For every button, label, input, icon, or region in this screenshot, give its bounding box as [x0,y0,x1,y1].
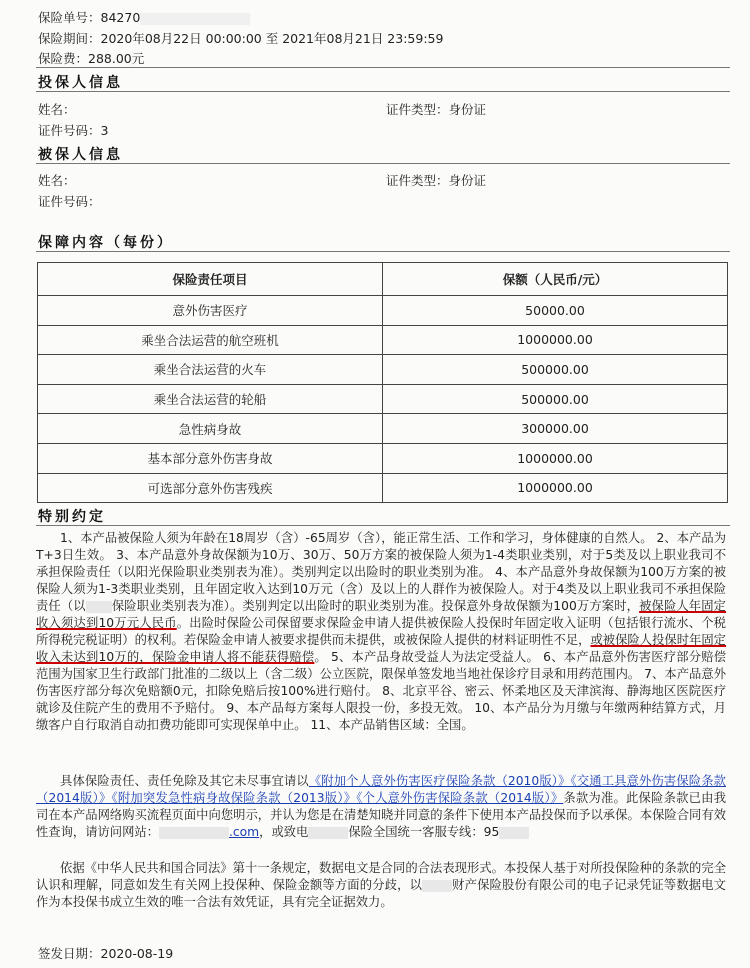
coverage-amount: 1000000.00 [383,325,728,355]
column-header-amount: 保额（人民币/元） [383,263,728,296]
redaction-mask [86,601,112,613]
clause-link-accident[interactable]: 《个人意外伤害保险条款（2014版）》 [356,791,564,805]
applicant-name-label: 姓名： [38,102,76,117]
applicant-name-row [38,100,76,118]
table-header-row [38,263,728,296]
divider [36,525,730,526]
policy-period-row [38,29,443,47]
clause-link-transport[interactable]: 《交通工具意外伤害保险条款（2014版）》 [36,774,726,805]
underlined-clause: 或被保险人投保时年固定收入未达到10万的，保险金申请人将不能获得赔偿 [36,633,726,664]
applicant-id-type-value: 身份证 [448,102,487,117]
coverage-item: 乘坐合法运营的轮船 [38,384,383,414]
insured-id-type-row [386,171,486,189]
special-terms-body [36,530,726,734]
insured-name-label: 姓名： [38,173,76,188]
applicant-id-type-label: 证件类型： [386,102,449,117]
clauses-tail3: 保险全国统一客服专线：95 [348,825,500,839]
redaction-mask [140,13,250,25]
issue-date-label: 签发日期： [38,946,101,961]
premium-label: 保险费： [38,51,89,66]
legal-text: 财产保险股份有限公司的电子记录凭证等数据电文作为本投保书成立生效的唯一合法有效凭证，具有完全证据效力。 [36,878,726,909]
divider [36,251,730,252]
insured-id-no-row [38,192,101,210]
coverage-amount: 1000000.00 [383,473,728,503]
table-row [38,414,728,444]
insured-name-row [38,171,76,189]
coverage-amount: 50000.00 [383,296,728,326]
applicant-id-type-row [386,100,486,118]
table-row [38,325,728,355]
policy-number-row [38,8,250,26]
clause-link-medical[interactable]: 《附加个人意外伤害医疗保险条款（2010版）》 [308,774,571,788]
applicant-id-no-label: 证件号码： [38,123,101,138]
applicant-section-title: 投保人信息 [38,75,123,91]
insured-id-type-value: 身份证 [448,173,487,188]
applicant-id-no-row [38,121,108,139]
legal-paragraph [36,860,726,911]
policy-number-value: 84270 [100,10,141,25]
redaction-mask [422,880,452,892]
special-terms-text: 。 5、本产品身故受益人为法定受益人。 6、本产品意外伤害医疗部分赔偿范围为国家卫生行政部门批准的二级以上（含二级）公立医院，限保单签发地当地社保诊疗目录和用药范围内。 7、本产品意外伤害医疗部分每次免赔额0元，扣除免赔后按100%进行赔付。 8、北京平谷、密云、怀柔地区及天津滨海、静海地区医院医疗就诊及住院产生的费用不予赔付。 9、本产品每方案每人限投一份，多投无效。 10、本产品分为月缴与年缴两种结算方式，月缴客户自行取消自动扣费功能即可实现保单中止。 11、本产品销售区域：全国。 [36,650,727,732]
divider [36,67,730,68]
insured-id-type-label: 证件类型： [386,173,449,188]
redaction-mask [308,827,348,839]
table-row [38,443,728,473]
coverage-amount: 500000.00 [383,384,728,414]
coverage-amount: 1000000.00 [383,443,728,473]
premium-row [38,49,144,67]
issue-date-value: 2020-08-19 [100,946,174,961]
special-terms-text: 1、本产品被保险人须为年龄在18周岁（含）-65周岁（含），能正常生活、工作和学习，身体健康的自然人。 2、本产品为T+3日生效。 3、本产品意外身故保额为10万、30万、50万方案的被保险人须为1-4类职业类别，对于5类及以上职业我司不承担保险责任（以阳光保险职业类别表为准）。类别判定以出险时的职业类别为准。 4、本产品意外身故保额为100万方案的被保险人须为1-3类职业类别，且年固定收入达到10万元（含）及以上的人群作为被保险人。对于4类及以上职业我司不承担保险责任（以 [36,531,726,613]
coverage-amount: 500000.00 [383,355,728,385]
insured-id-no-label: 证件号码： [38,194,101,209]
table-row [38,355,728,385]
underlined-clause: 被保险人年固定收入须达到10万元人民币 [36,599,726,630]
clause-link-illness[interactable]: 《附加突发急性病身故保险条款（2013版）》 [111,791,357,805]
coverage-item: 急性病身故 [38,414,383,444]
redaction-mask [159,827,229,839]
clauses-tail2: ，或致电 [259,825,309,839]
policy-period-value: 2020年08月22日 00:00:00 至 2021年08月21日 23:59:59 [100,31,444,46]
policy-number-label: 保险单号： [38,10,101,25]
coverage-item: 乘坐合法运营的火车 [38,355,383,385]
redaction-mask [499,827,529,839]
applicant-id-no-value: 3 [100,123,109,138]
coverage-item: 基本部分意外伤害身故 [38,443,383,473]
table-row [38,384,728,414]
coverage-section-title: 保障内容（每份） [38,235,174,251]
divider [36,91,730,92]
table-row [38,296,728,326]
coverage-table [37,262,728,503]
coverage-item: 可选部分意外伤害残疾 [38,473,383,503]
coverage-item: 乘坐合法运营的航空班机 [38,325,383,355]
query-website-link[interactable]: .com [228,825,260,839]
table-row [38,473,728,503]
premium-value: 288.00元 [88,51,145,66]
coverage-item: 意外伤害医疗 [38,296,383,326]
special-terms-text: 保险职业类别表为准）。类别判定以出险时的职业类别为准。投保意外身故保额为100万方案时， [111,599,640,613]
column-header-item: 保险责任项目 [38,263,383,296]
clauses-lead: 具体保险责任、责任免除及其它未尽事宜请以 [60,774,309,788]
divider [36,163,730,164]
issue-date-row [38,944,173,962]
coverage-amount: 300000.00 [383,414,728,444]
clauses-tail: 条款为准。此保险条款已由我司在本产品网络购买流程页面中向您明示，并认为您是在清楚知晓并同意的条件下使用本产品投保而予以承保。本保险合同有效性查询，请访问网站： [36,791,726,839]
clauses-paragraph [36,773,726,841]
insured-section-title: 被保人信息 [38,147,123,163]
policy-period-label: 保险期间： [38,31,101,46]
special-terms-text: 。出险时保险公司保留要求保险金申请人提供被保险人投保时年固定收入证明（包括银行流水、个税所得税完税证明）的权利。若保险金申请人被要求提供而未提供，或被保险人提供的材料证明性不足， [36,616,726,647]
special-terms-title: 特别约定 [38,509,106,525]
legal-text: 依据《中华人民共和国合同法》第十一条规定，数据电文是合同的合法表现形式。本投保人基于对所投保险种的条款的完全认识和理解，同意如发生有关网上投保种、保险金额等方面的分歧，以 [36,861,726,892]
